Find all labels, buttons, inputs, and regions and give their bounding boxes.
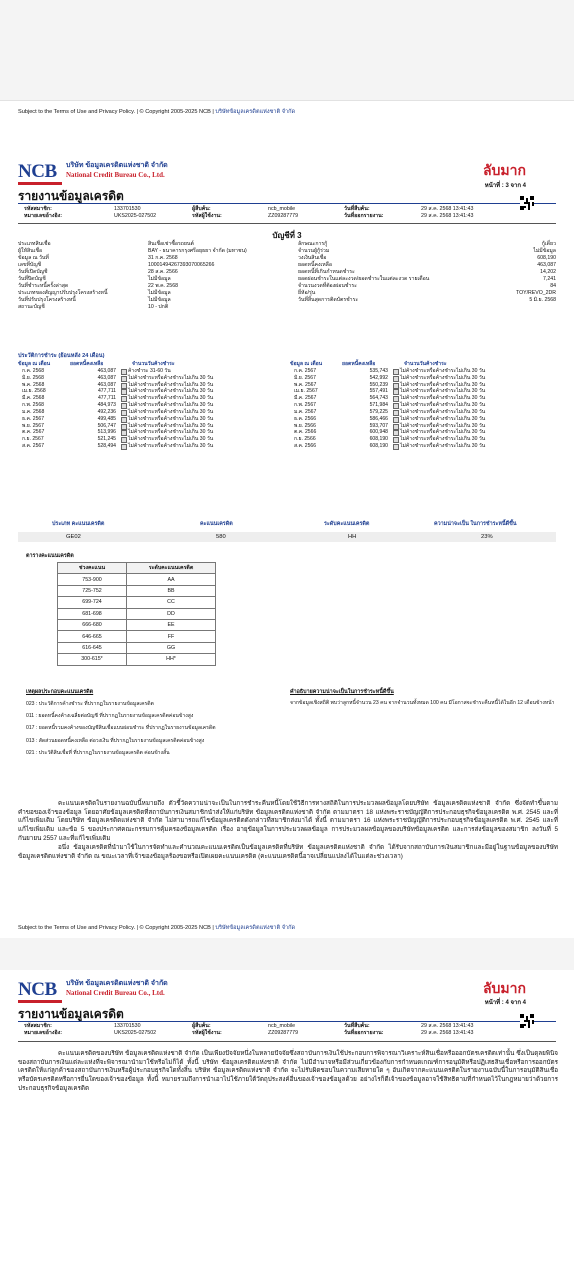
history-date: ส.ค. 2566	[294, 443, 317, 450]
account-field-value: 22 พ.ค. 2568	[148, 283, 178, 290]
report-meta: รหัสสมาชิก: 133701530 หมายเลขอ้างอิง: UKS2025-027502 ผู้สืบค้น: ncb_mobile รหัสผู้ใช้งาน: ZZ09287779 วันที่สืบค้น: 29 ส.ค. 2568 13:41:43 วันที่ออกรายงาน: 29 ส.ค. 2568 13:41:43	[24, 1023, 474, 1036]
page-gap-top	[0, 0, 574, 100]
score-disclaimer-3: คะแนนเครดิตของบริษัท ข้อมูลเครดิตแห่งชาติ จำกัด เป็นเพียงปัจจัยหนึ่งในหลายปัจจัยซึ่งสถาบันการเงินใช้ประกอบการพิจารณาวิเคราะห์สินเชื่อหรือออกบัตรเครดิตเท่านั้น ซึ่งเป็นดุลยพินิจของสถาบันการเงินแต่ละแห่งที่จะพิจารณานำมาใช้หรือไม่ก็ได้ ทั้งนี้ บริษัท ข้อมูลเครดิตแห่งชาติ จำกัด ไม่มีอำนาจหรือมีส่วนเกี่ยวข้องกับการกำหนดเกณฑ์การอนุมัติหรือปฏิเสธสินเชื่อหรือการออกบัตรเครดิตให้แก่ลูกค้าของสถาบันการเงินหรือผู้ประกอบธุรกิจใดทั้งสิ้น บริษัท ข้อมูลเครดิตแห่งชาติ จำกัด จะไม่รับผิดชอบในความเสียหายใด ๆ อันเกิดจากคะแนนเครดิตในรายงานฉบับนี้ในการอนุมัติสินเชื่อหรือบัตรเครดิตหรือการยื่นใดของเจ้าของข้อมูล ทั้งนี้ หมายรวมถึงการนำเอาไปใช้ภายใต้วัตถุประสงค์อื่นของเจ้าของข้อมูลด้วย อย่างไรก็ดีเจ้าของข้อมูลอาจใช้สิทธิตามที่กำหนดไว้ในกฎหมายว่าด้วยการประกอบธุรกิจข้อมูลเครดิต	[18, 1050, 558, 1092]
history-date: มิ.ย. 2567	[294, 374, 316, 381]
history-status: ไม่ค้างชำระหรือค้างชำระไม่เกิน 30 วัน	[400, 402, 486, 409]
score-table-row	[58, 654, 216, 665]
history-date: ก.ย. 2567	[22, 436, 44, 443]
score-range: 616-645	[58, 642, 127, 653]
history-status: ไม่ค้างชำระหรือค้างชำระไม่เกิน 30 วัน	[128, 436, 214, 443]
confidential-label: ลับมาก	[482, 162, 526, 178]
payment-history-right	[290, 361, 556, 450]
history-row	[290, 409, 556, 416]
page-number: หน้าที่ : 3 จาก 4	[484, 183, 526, 189]
history-date: ต.ค. 2567	[22, 429, 45, 436]
history-balance: 499,485	[97, 415, 116, 422]
account-field-value: 608,190	[537, 255, 556, 262]
account-field-label: เลขที่บัญชี	[18, 262, 42, 269]
account-field-value: กู้เดี่ยว	[541, 241, 556, 247]
history-status: ไม่ค้างชำระหรือค้างชำระไม่เกิน 30 วัน	[400, 395, 486, 402]
score-summary-bg	[18, 532, 556, 542]
score-grade-header: ระดับคะแนนเครดิต	[127, 563, 216, 574]
account-field-label: วันที่ปรับปรุงโครงสร้างหนี้	[18, 297, 76, 304]
ncb-logo	[18, 980, 168, 1003]
history-status: ไม่ค้างชำระหรือค้างชำระไม่เกิน 30 วัน	[400, 422, 486, 429]
account-field-label: ยอดหนี้ที่เกินกำหนดชำระ	[298, 269, 355, 276]
account-field-value: 7,241	[543, 276, 556, 283]
account-field-label: วันที่ปิดบัญชี	[18, 276, 46, 283]
history-date: มี.ค. 2567	[294, 395, 317, 402]
history-status: ไม่ค้างชำระหรือค้างชำระไม่เกิน 30 วัน	[400, 429, 486, 436]
history-row	[18, 443, 280, 450]
qr-code-icon	[520, 196, 534, 210]
history-date: ธ.ค. 2567	[22, 415, 45, 422]
score-table-row	[58, 585, 216, 596]
score-grade: BB	[127, 585, 216, 596]
score-table-row	[58, 574, 216, 585]
history-date: ม.ค. 2567	[294, 408, 317, 415]
history-balance: 564,743	[369, 395, 388, 402]
company-name-en: National Credit Bureau Co., Ltd.	[66, 170, 165, 179]
probability-explanation-text: จากข้อมูลเชิงสถิติ พบว่าลูกหนี้จำนวน 23 คน จากจำนวนทั้งหมด 100 คน มีโอกาสจะชำระคืนหนี้ได้ในอีก 12 เดือนข้างหน้า	[290, 700, 555, 706]
score-table-row	[58, 631, 216, 642]
header-divider	[18, 203, 556, 204]
footer-prev: Subject to the Terms of Use and Privacy Policy. | © Copyright 2005-2025 NCB | บริษัทข้อมูลเครดิตแห่งชาติ จำกัด	[18, 109, 296, 115]
account-field-value: สินเชื่อเช่าซื้อรถยนต์	[148, 241, 194, 247]
history-date: ม.ค. 2568	[22, 408, 45, 415]
score-range: 666-680	[58, 619, 127, 630]
account-field-label: วันที่สิ้นสุดการติดบัตรชำระ	[298, 297, 359, 304]
history-status: ไม่ค้างชำระหรือค้างชำระไม่เกิน 30 วัน	[400, 408, 486, 415]
history-row	[290, 368, 556, 375]
company-name-th: บริษัท ข้อมูลเครดิตแห่งชาติ จำกัด	[66, 980, 168, 987]
score-range: 699-724	[58, 597, 127, 608]
history-row	[18, 375, 280, 382]
history-status: ไม่ค้างชำระหรือค้างชำระไม่เกิน 30 วัน	[128, 443, 214, 450]
score-disclaimer-1: คะแนนเครดิตในรายงานฉบับนี้หมายถึง ตัวชี้วัดความน่าจะเป็นในการชำระคืนหนี้โดยใช้วิธีการทางสถิติในการประมวลผลข้อมูลโดยบริษัท ข้อมูลเครดิตแห่งชาติ จำกัด ซึ่งจัดทำขึ้นตามคำขอของเจ้าของข้อมูล โดยอาศัยข้อมูลเครดิตที่สถาบันการเงินสมาชิกนำส่งให้แก่บริษัท ข้อมูลเครดิตแห่งชาติ จำกัด ตามมาตรา 18 แห่งพระราชบัญญัติการประกอบธุรกิจข้อมูลเครดิต พ.ศ. 2545 และที่แก้ไขเพิ่มเติม โดยบริษัท ข้อมูลเครดิตแห่งชาติ จำกัด ไม่สามารถแก้ไขข้อมูลเครดิตดังกล่าวที่สมาชิกส่งมาได้ ทั้งนี้ ตามมาตรา 16 แห่งพระราชบัญญัติการประกอบธุรกิจข้อมูลเครดิต พ.ศ. 2545 และที่แก้ไขเพิ่มเติม และข้อ 5 ของประกาศคณะกรรมการคุ้มครองข้อมูลเครดิต เรื่อง อายุข้อมูลในการประมวลผลข้อมูล การประมวลผลข้อมูลของบริษัทข้อมูลเครดิต และการส่งข้อมูลของสมาชิก ลงวันที่ 5 กันยายน 2557 และที่แก้ไขเพิ่มเติม	[18, 800, 558, 842]
footer-company-link[interactable]: บริษัทข้อมูลเครดิตแห่งชาติ จำกัด	[215, 925, 296, 931]
score-range: 646-665	[58, 631, 127, 642]
history-status: ไม่ค้างชำระหรือค้างชำระไม่เกิน 30 วัน	[128, 415, 214, 422]
score-grade: CC	[127, 597, 216, 608]
history-balance: 506,747	[97, 422, 116, 429]
footer-page-3: Subject to the Terms of Use and Privacy Policy. | © Copyright 2005-2025 NCB | บริษัทข้อมูลเครดิตแห่งชาติ จำกัด	[18, 925, 296, 931]
status-checkbox-icon	[393, 444, 399, 450]
probability-header: ความน่าจะเป็น ในการชำระหนี้ดีขึ้น	[434, 521, 517, 527]
history-status: ไม่ค้างชำระหรือค้างชำระไม่เกิน 30 วัน	[128, 422, 214, 429]
probability-explanation-title: คำอธิบายความน่าจะเป็นในการชำระหนี้ดีขึ้น	[290, 689, 394, 695]
account-field-label: จำนวนผู้กู้ร่วม	[298, 248, 330, 255]
account-field-label: ประเภทของสัญญาปรับปรุงโครงสร้างหนี้	[18, 290, 108, 297]
reasons-list	[26, 698, 216, 759]
company-name-en: National Credit Bureau Co., Ltd.	[66, 988, 165, 997]
account-field-value: 84	[550, 283, 556, 290]
history-header-row	[290, 361, 556, 368]
score-header: คะแนนเครดิต	[200, 521, 233, 527]
account-field-value: 31 ก.ค. 2568	[148, 255, 178, 262]
history-balance: 608,190	[369, 443, 388, 450]
history-balance: 477,711	[97, 395, 116, 402]
history-date: พ.ย. 2566	[294, 422, 316, 429]
history-row	[290, 375, 556, 382]
history-status: ไม่ค้างชำระหรือค้างชำระไม่เกิน 30 วัน	[128, 374, 214, 381]
ncb-logo-mark: NCB	[18, 980, 62, 1003]
account-field-value: 463,087	[537, 262, 556, 269]
score-range: 681-698	[58, 608, 127, 619]
history-balance: 513,996	[97, 429, 116, 436]
history-status: ไม่ค้างชำระหรือค้างชำระไม่เกิน 30 วัน	[128, 388, 214, 395]
account-field-value: 10001494267393070065266	[148, 262, 215, 269]
history-balance: 528,494	[97, 443, 116, 450]
history-balance: 484,973	[97, 402, 116, 409]
history-row	[290, 443, 556, 450]
reason-item: 023 : ประวัติการค้างชำระ ที่ปรากฏในรายงานข้อมูลเครดิต	[26, 701, 154, 707]
score-table-row	[58, 642, 216, 653]
history-date: ก.พ. 2568	[22, 402, 45, 409]
score-level-header: ระดับคะแนนเครดิต	[324, 521, 370, 527]
history-balance: 593,707	[369, 422, 388, 429]
history-date: ก.ย. 2566	[294, 436, 316, 443]
history-date: มี.ค. 2568	[22, 395, 45, 402]
history-balance: 463,087	[97, 381, 116, 388]
history-row	[290, 402, 556, 409]
score-grade: DD	[127, 608, 216, 619]
history-status: ไม่ค้างชำระหรือค้างชำระไม่เกิน 30 วัน	[128, 381, 214, 388]
history-header-date: ข้อมูล ณ เดือน	[290, 361, 323, 367]
score-range: 725-752	[58, 585, 127, 596]
score-grade: EE	[127, 619, 216, 630]
score-table-title: ตารางคะแนนเครดิต	[26, 553, 74, 559]
history-header-status: จำนวนวันค้างชำระ	[132, 361, 175, 367]
account-field-label: วันที่ชำระหนี้ครั้งล่าสุด	[18, 283, 69, 290]
history-date: พ.ค. 2567	[294, 381, 317, 388]
history-status: ไม่ค้างชำระหรือค้างชำระไม่เกิน 30 วัน	[400, 367, 486, 374]
history-status: ไม่ค้างชำระหรือค้างชำระไม่เกิน 30 วัน	[400, 381, 486, 388]
history-status: ไม่ค้างชำระหรือค้างชำระไม่เกิน 30 วัน	[128, 395, 214, 402]
history-date: ก.ค. 2568	[22, 367, 45, 374]
history-balance: 571,984	[369, 402, 388, 409]
account-field-value: ไม่มีข้อมูล	[533, 248, 556, 255]
score-grade: AA	[127, 574, 216, 585]
payment-history-title: ประวัติการชำระ (ย้อนหลัง 24 เดือน)	[18, 353, 105, 359]
history-date: ก.ค. 2567	[294, 367, 317, 374]
account-field-label: ผู้ให้สินเชื่อ	[18, 248, 43, 255]
history-status: ค้างชำระ 31-60 วัน	[128, 367, 171, 374]
account-field-value: ไม่มีข้อมูล	[148, 290, 171, 297]
score-table-row	[58, 608, 216, 619]
probability-value: 23%	[481, 534, 493, 540]
history-date: ต.ค. 2566	[294, 429, 317, 436]
report-meta: รหัสสมาชิก: 133701530 หมายเลขอ้างอิง: UKS2025-027502 ผู้สืบค้น: ncb_mobile รหัสผู้ใช้งาน: ZZ09287779 วันที่สืบค้น: 29 ส.ค. 2568 13:41:43 วันที่ออกรายงาน: 29 ส.ค. 2568 13:41:43	[24, 206, 474, 219]
history-balance: 550,239	[369, 381, 388, 388]
account-field-value: 28 ส.ค. 2566	[148, 269, 178, 276]
account-field-label: จำนวนงวดที่ต้องผ่อนชำระ	[298, 283, 357, 290]
account-field-label: วันที่เปิดบัญชี	[18, 269, 48, 276]
history-header-status: จำนวนวันค้างชำระ	[404, 361, 447, 367]
account-field-value: 5 มิ.ย. 2568	[529, 297, 556, 304]
score-grade: FF	[127, 631, 216, 642]
history-balance: 608,190	[369, 436, 388, 443]
history-row	[18, 409, 280, 416]
ncb-logo-mark: NCB	[18, 162, 62, 185]
reason-item: 017 : ยอดหนี้รวมคงค้างของบัญชีสินเชื่อแบบผ่อนชำระ ที่ปรากฏในรายงานข้อมูลเครดิต	[26, 725, 216, 732]
score-value: 580	[216, 534, 226, 540]
score-range-header: ช่วงคะแนน	[58, 563, 127, 574]
history-header-row	[18, 361, 280, 368]
history-status: ไม่ค้างชำระหรือค้างชำระไม่เกิน 30 วัน	[400, 443, 486, 450]
history-balance: 557,491	[369, 388, 388, 395]
account-field-value: ไม่มีข้อมูล	[148, 297, 171, 304]
qr-code-icon	[520, 1014, 534, 1028]
account-field-label: ประเภทสินเชื่อ	[18, 241, 51, 247]
report-title: รายงานข้อมูลเครดิต	[18, 189, 124, 203]
history-date: มิ.ย. 2568	[22, 374, 44, 381]
history-status: ไม่ค้างชำระหรือค้างชำระไม่เกิน 30 วัน	[400, 436, 486, 443]
account-field-label: สถานะบัญชี	[18, 304, 45, 311]
account-field-label: ยอดหนี้คงเหลือ	[298, 262, 332, 269]
score-level-value: HH	[348, 534, 357, 540]
account-title: บัญชีที่ 3	[272, 231, 302, 240]
history-balance: 477,711	[97, 388, 116, 395]
score-range: 300-615*	[58, 654, 127, 665]
reason-item: 011 : ยอดหนี้คงค้างเฉลี่ยต่อบัญชี ที่ปรากฏในรายงานข้อมูลเครดิตค่อนข้างสูง	[26, 713, 194, 720]
account-field-label: ข้อมูล ณ วันที่	[18, 255, 49, 262]
score-table-row	[58, 619, 216, 630]
history-balance: 463,087	[97, 367, 116, 374]
history-date: ส.ค. 2567	[22, 443, 45, 450]
reasons-title: เหตุผลประกอบคะแนนเครดิต	[26, 689, 94, 695]
history-balance: 542,992	[369, 374, 388, 381]
score-grade: GG	[127, 642, 216, 653]
history-date: ธ.ค. 2566	[294, 415, 317, 422]
score-type-value: GE02	[66, 534, 81, 540]
account-field-value: 10 - ปกติ	[148, 304, 169, 311]
history-header-balance: ยอดหนี้คงเหลือ	[70, 361, 104, 367]
history-balance: 492,236	[97, 408, 116, 415]
score-grade: HH*	[127, 654, 216, 665]
account-field-value: TOY/REVO_2DR	[516, 290, 556, 297]
history-header-date: ข้อมูล ณ เดือน	[18, 361, 51, 367]
history-balance: 579,225	[369, 408, 388, 415]
history-status: ไม่ค้างชำระหรือค้างชำระไม่เกิน 30 วัน	[128, 402, 214, 409]
history-status: ไม่ค้างชำระหรือค้างชำระไม่เกิน 30 วัน	[128, 429, 214, 436]
history-balance: 521,245	[97, 436, 116, 443]
reason-item: 013 : สัดส่วนยอดหนี้คงเหลือ ต่อวงเงิน ที่ปรากฏในรายงานข้อมูลเครดิตค่อนข้างสูง	[26, 737, 205, 744]
page-gap	[0, 938, 574, 970]
history-header-balance: ยอดหนี้คงเหลือ	[342, 361, 376, 367]
meta-divider	[18, 223, 556, 224]
history-status: ไม่ค้างชำระหรือค้างชำระไม่เกิน 30 วัน	[128, 408, 214, 415]
page-number: หน้าที่ : 4 จาก 4	[484, 1000, 526, 1006]
history-date: เม.ย. 2568	[22, 388, 46, 395]
footer-company-link[interactable]: บริษัทข้อมูลเครดิตแห่งชาติ จำกัด	[215, 109, 296, 115]
history-status: ไม่ค้างชำระหรือค้างชำระไม่เกิน 30 วัน	[400, 415, 486, 422]
confidential-label: ลับมาก	[482, 980, 526, 996]
report-title: รายงานข้อมูลเครดิต	[18, 1007, 124, 1021]
account-field-value: BAY - ธนาคารกรุงศรีอยุธยา จำกัด (มหาชน)	[148, 248, 247, 255]
company-name-th: บริษัท ข้อมูลเครดิตแห่งชาติ จำกัด	[66, 162, 168, 169]
ncb-logo	[18, 162, 168, 185]
history-date: พ.ย. 2567	[22, 422, 44, 429]
history-status: ไม่ค้างชำระหรือค้างชำระไม่เกิน 30 วัน	[400, 374, 486, 381]
score-table-row	[58, 597, 216, 608]
score-type-header: ประเภท คะแนนเครดิต	[52, 521, 105, 527]
history-row	[290, 416, 556, 423]
payment-history-left	[18, 361, 280, 450]
history-balance: 535,743	[369, 367, 388, 374]
meta-divider	[18, 1041, 556, 1042]
account-field-label: ลักษณะการกู้	[298, 241, 328, 247]
account-field-label: วงเงินสินเชื่อ	[298, 255, 327, 262]
history-row	[18, 402, 280, 409]
account-field-label: ยี่ห้อ/รุ่น	[298, 290, 316, 297]
account-field-value: ไม่มีข้อมูล	[148, 276, 171, 283]
account-field-value: 14,202	[540, 269, 556, 276]
reason-item: 021 : ประวัติสินเชื่อที่ ที่ปรากฏในรายงานข้อมูลเครดิต ค่อนข้างสั้น	[26, 749, 170, 756]
history-date: ก.พ. 2567	[294, 402, 317, 409]
account-field-label: ยอดผ่อนชำระในแต่ละงวด/ยอดชำระในแต่ละงวด รายเดือน	[298, 276, 430, 283]
history-row	[18, 368, 280, 375]
score-disclaimer-2: อนึ่ง ข้อมูลเครดิตที่นำมาใช้ในการจัดทำและคำนวณคะแนนเครดิตเป็นข้อมูลเครดิตที่บริษัท ข้อมูลเครดิตแห่งชาติ จำกัด ได้รับจากสถาบันการเงินสมาชิกและมีอยู่ในฐานข้อมูลของบริษัท ข้อมูลเครดิตแห่งชาติ จำกัด ณ ขณะเวลาที่เจ้าของข้อมูลร้องขอหรือเปิดเผยคะแนนเครดิต (คะแนนเครดิตนี้อาจเปลี่ยนแปลงได้ในแต่ละช่วงเวลา)	[18, 844, 558, 860]
score-range: 753-900	[58, 574, 127, 585]
history-status: ไม่ค้างชำระหรือค้างชำระไม่เกิน 30 วัน	[400, 388, 486, 395]
score-table	[57, 562, 216, 666]
status-checkbox-icon	[121, 444, 127, 450]
history-date: เม.ย. 2567	[294, 388, 318, 395]
history-balance: 463,087	[97, 374, 116, 381]
history-balance: 586,466	[369, 415, 388, 422]
history-balance: 600,948	[369, 429, 388, 436]
history-date: พ.ค. 2568	[22, 381, 45, 388]
history-row	[18, 416, 280, 423]
